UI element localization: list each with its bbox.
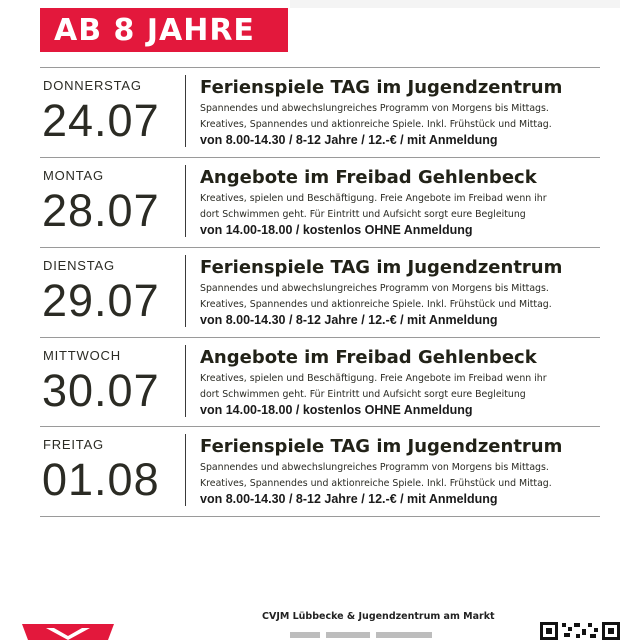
event-title: Ferienspiele TAG im Jugendzentrum	[200, 77, 563, 98]
event-description-line: Kreatives, spielen und Beschäftigung. Freie Angebote im Freibad wenn ihr	[200, 373, 547, 384]
event-description	[200, 460, 595, 492]
row-divider-line	[40, 426, 600, 427]
event-description-line: Spannendes und abwechslungreiches Programm von Morgens bis Mittags.	[200, 103, 549, 114]
event-details: von 8.00-14.30 / 8-12 Jahre / 12.-€ / mit Anmeldung	[200, 313, 498, 327]
event-title: Ferienspiele TAG im Jugendzentrum	[200, 257, 563, 278]
event-weekday: DONNERSTAG	[43, 78, 142, 93]
event-description-line: Kreatives, Spannendes und aktionreiche Spiele. Inkl. Frühstück und Mittag.	[200, 299, 552, 310]
vertical-divider	[185, 434, 186, 506]
row-divider-line	[40, 337, 600, 338]
event-description	[200, 281, 595, 313]
age-banner-label: AB 8 JAHRE	[54, 12, 255, 48]
event-weekday: MITTWOCH	[43, 348, 121, 363]
event-row	[40, 426, 600, 516]
event-title: Angebote im Freibad Gehlenbeck	[200, 347, 537, 368]
event-description	[200, 371, 595, 403]
qr-code-icon	[540, 620, 620, 640]
event-row	[40, 247, 600, 337]
event-row	[40, 337, 600, 427]
vertical-divider	[185, 345, 186, 417]
cvjm-triangle-logo-icon	[22, 624, 114, 640]
event-description	[200, 101, 595, 133]
row-divider-line	[40, 247, 600, 248]
event-description	[200, 191, 595, 223]
event-description-line: Spannendes und abwechslungreiches Programm von Morgens bis Mittags.	[200, 462, 549, 473]
event-description-line: dort Schwimmen geht. Für Eintritt und Aufsicht sorgt eure Begleitung	[200, 209, 526, 220]
event-row	[40, 157, 600, 247]
event-date: 01.08	[42, 454, 160, 505]
vertical-divider	[185, 255, 186, 327]
event-date: 29.07	[42, 275, 160, 326]
footer-address-partial	[290, 629, 440, 643]
event-description-line: Kreatives, Spannendes und aktionreiche Spiele. Inkl. Frühstück und Mittag.	[200, 119, 552, 130]
event-date: 30.07	[42, 365, 160, 416]
event-title: Angebote im Freibad Gehlenbeck	[200, 167, 537, 188]
footer-organization: CVJM Lübbecke & Jugendzentrum am Markt	[262, 611, 495, 622]
event-description-line: Kreatives, spielen und Beschäftigung. Freie Angebote im Freibad wenn ihr	[200, 193, 547, 204]
event-weekday: FREITAG	[43, 437, 104, 452]
event-description-line: Kreatives, Spannendes und aktionreiche Spiele. Inkl. Frühstück und Mittag.	[200, 478, 552, 489]
event-details: von 14.00-18.00 / kostenlos OHNE Anmeldung	[200, 223, 473, 237]
event-title: Ferienspiele TAG im Jugendzentrum	[200, 436, 563, 457]
event-details: von 14.00-18.00 / kostenlos OHNE Anmeldung	[200, 403, 473, 417]
top-background-strip	[290, 0, 620, 8]
age-banner	[40, 8, 288, 52]
vertical-divider	[185, 75, 186, 147]
event-details: von 8.00-14.30 / 8-12 Jahre / 12.-€ / mit Anmeldung	[200, 492, 498, 506]
event-details: von 8.00-14.30 / 8-12 Jahre / 12.-€ / mit Anmeldung	[200, 133, 498, 147]
event-date: 28.07	[42, 185, 160, 236]
event-description-line: dort Schwimmen geht. Für Eintritt und Aufsicht sorgt eure Begleitung	[200, 389, 526, 400]
vertical-divider	[185, 165, 186, 237]
bottom-divider-line	[40, 516, 600, 517]
event-description-line: Spannendes und abwechslungreiches Programm von Morgens bis Mittags.	[200, 283, 549, 294]
event-row	[40, 67, 600, 157]
row-divider-line	[40, 67, 600, 68]
event-weekday: DIENSTAG	[43, 258, 115, 273]
row-divider-line	[40, 157, 600, 158]
event-weekday: MONTAG	[43, 168, 104, 183]
event-date: 24.07	[42, 95, 160, 146]
